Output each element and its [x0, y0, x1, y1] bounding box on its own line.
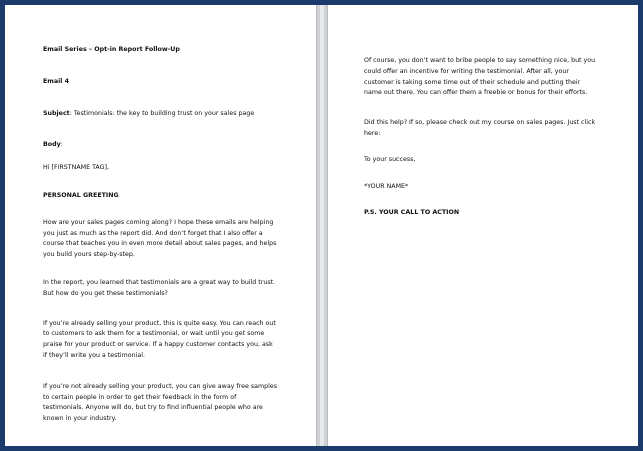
paragraph-2: In the report, you learned that testimonials are a great way to build trust. But how do you get these testimonials?	[43, 278, 276, 297]
body-label: Body	[43, 141, 61, 149]
paragraph-6: Did this help? If so, please check out my course on sales pages. Just click here:	[364, 119, 596, 137]
document-page-left	[5, 5, 316, 446]
subject-text: : Testimonials: the key to building trust on your sales page	[69, 109, 255, 117]
paragraph-4: If you’re not already selling your product, you can give away free samples to certain people in order to get their feedback in the form of testimonials. Anyone will do, but try to find influential people who are known in your industry.	[43, 382, 277, 423]
page-gutter-scrollbar[interactable]	[316, 5, 328, 446]
body-colon: :	[60, 141, 63, 149]
scrollbar-thumb[interactable]	[320, 5, 324, 446]
subject-label: Subject	[43, 109, 70, 117]
subject-line	[43, 109, 278, 120]
paragraph-3: If you’re already selling your product, this is quite easy. You can reach out to customers to ask them for a testimonial, or wait until you get some praise for your product or service. If a happy customer contacts you, ask if they’ll write you a testimonial.	[43, 319, 276, 359]
paragraph-1: How are your sales pages coming along? I hope these emails are helping you just as much as the report did. And don’t forget that I also offer a course that teaches you in even more detail about sales pages, and helps you build yours step-by-step.	[43, 218, 277, 259]
document-viewer	[5, 5, 638, 446]
signoff: To your success,	[364, 155, 416, 163]
body-line	[43, 140, 278, 151]
personal-greeting: PERSONAL GREETING	[43, 191, 119, 199]
document-heading: Email Series – Opt-in Report Follow-Up	[43, 46, 180, 53]
ps-call-to-action: P.S. YOUR CALL TO ACTION	[364, 209, 460, 217]
email-number: Email 4	[43, 77, 70, 85]
paragraph-5: Of course, you don’t want to bribe people to say something nice, but you could offer an incentive for writing the testimonial. After all, your customer is taking some time out of their schedule and putting their name out there. You can offer them a freebie or bonus for their efforts.	[364, 57, 596, 97]
document-page-right	[328, 5, 638, 446]
greeting: Hi [FIRSTNAME TAG],	[43, 164, 109, 172]
sender-name: *YOUR NAME*	[364, 182, 409, 190]
